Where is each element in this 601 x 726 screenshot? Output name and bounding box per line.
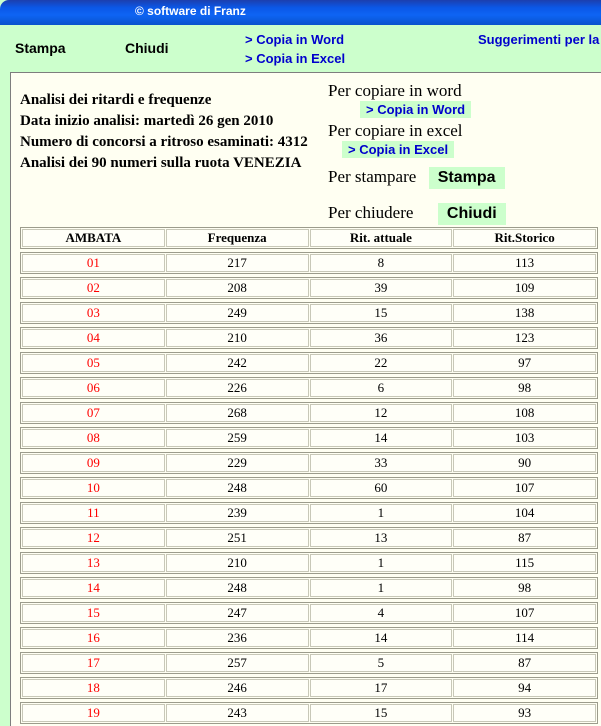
- close-row: [328, 203, 598, 225]
- value-cell: 107: [453, 604, 596, 622]
- value-cell: 114: [453, 629, 596, 647]
- value-cell: 210: [166, 554, 309, 572]
- value-cell: 257: [166, 654, 309, 672]
- value-cell: 103: [453, 429, 596, 447]
- table-row: [20, 427, 598, 449]
- value-cell: 217: [166, 254, 309, 272]
- header-ambata: AMBATA: [22, 229, 165, 247]
- value-cell: 107: [453, 479, 596, 497]
- value-cell: 12: [310, 404, 453, 422]
- value-cell: 1: [310, 554, 453, 572]
- ambata-cell: 01: [22, 254, 165, 272]
- value-cell: 60: [310, 479, 453, 497]
- value-cell: 98: [453, 579, 596, 597]
- value-cell: 8: [310, 254, 453, 272]
- ambata-cell: 14: [22, 579, 165, 597]
- value-cell: 226: [166, 379, 309, 397]
- value-cell: 115: [453, 554, 596, 572]
- value-cell: 33: [310, 454, 453, 472]
- print-button[interactable]: Stampa: [15, 40, 66, 56]
- copy-links: [245, 30, 345, 68]
- table-row: [20, 627, 598, 649]
- value-cell: 246: [166, 679, 309, 697]
- value-cell: 22: [310, 354, 453, 372]
- table-row: [20, 527, 598, 549]
- value-cell: 248: [166, 579, 309, 597]
- ambata-table: [20, 227, 598, 726]
- copy-word-link[interactable]: > Copia in Word: [245, 32, 345, 47]
- value-cell: 242: [166, 354, 309, 372]
- value-cell: 113: [453, 254, 596, 272]
- close-action-button[interactable]: Chiudi: [438, 203, 506, 225]
- value-cell: 248: [166, 479, 309, 497]
- print-row: [328, 167, 598, 189]
- ambata-cell: 12: [22, 529, 165, 547]
- value-cell: 239: [166, 504, 309, 522]
- table-row: [20, 477, 598, 499]
- value-cell: 98: [453, 379, 596, 397]
- value-cell: 5: [310, 654, 453, 672]
- print-label: Per stampare: [328, 167, 417, 187]
- value-cell: 210: [166, 329, 309, 347]
- analysis-info: [20, 90, 308, 174]
- toolbar: [0, 25, 601, 72]
- ambata-cell: 16: [22, 629, 165, 647]
- table-row: [20, 602, 598, 624]
- table-row: [20, 577, 598, 599]
- value-cell: 15: [310, 704, 453, 722]
- value-cell: 87: [453, 529, 596, 547]
- value-cell: 243: [166, 704, 309, 722]
- value-cell: 104: [453, 504, 596, 522]
- analysis-wheel: Analisi dei 90 numeri sulla ruota VENEZIA: [20, 155, 302, 171]
- analysis-start-date: Data inizio analisi: martedì 26 gen 2010: [20, 113, 274, 129]
- value-cell: 90: [453, 454, 596, 472]
- ambata-cell: 05: [22, 354, 165, 372]
- table-row: [20, 252, 598, 274]
- ambata-table-rows: [20, 252, 598, 724]
- value-cell: 93: [453, 704, 596, 722]
- ambata-cell: 08: [22, 429, 165, 447]
- value-cell: 15: [310, 304, 453, 322]
- analysis-title: Analisi dei ritardi e frequenze: [20, 92, 212, 108]
- table-row: [20, 327, 598, 349]
- ambata-cell: 07: [22, 404, 165, 422]
- value-cell: 87: [453, 654, 596, 672]
- copy-word-action-link[interactable]: > Copia in Word: [360, 101, 471, 118]
- suggestions-link[interactable]: Suggerimenti per la: [478, 32, 600, 47]
- table-row: [20, 277, 598, 299]
- table-header-row: [20, 227, 598, 249]
- value-cell: 229: [166, 454, 309, 472]
- header-frequenza: Frequenza: [166, 229, 309, 247]
- copy-excel-action-link[interactable]: > Copia in Excel: [342, 141, 454, 158]
- value-cell: 14: [310, 429, 453, 447]
- table-row: [20, 302, 598, 324]
- header-rit-storico: Rit.Storico: [453, 229, 596, 247]
- value-cell: 123: [453, 329, 596, 347]
- value-cell: 1: [310, 579, 453, 597]
- value-cell: 259: [166, 429, 309, 447]
- value-cell: 249: [166, 304, 309, 322]
- value-cell: 36: [310, 329, 453, 347]
- ambata-cell: 06: [22, 379, 165, 397]
- value-cell: 109: [453, 279, 596, 297]
- value-cell: 247: [166, 604, 309, 622]
- app-title: © software di Franz: [135, 4, 246, 18]
- value-cell: 97: [453, 354, 596, 372]
- ambata-cell: 18: [22, 679, 165, 697]
- ambata-cell: 02: [22, 279, 165, 297]
- actions-panel: [328, 81, 598, 225]
- table-row: [20, 677, 598, 699]
- value-cell: 251: [166, 529, 309, 547]
- value-cell: 94: [453, 679, 596, 697]
- value-cell: 1: [310, 504, 453, 522]
- value-cell: 236: [166, 629, 309, 647]
- ambata-cell: 04: [22, 329, 165, 347]
- ambata-cell: 03: [22, 304, 165, 322]
- table-row: [20, 352, 598, 374]
- copy-excel-link[interactable]: > Copia in Excel: [245, 51, 346, 66]
- value-cell: 13: [310, 529, 453, 547]
- value-cell: 138: [453, 304, 596, 322]
- ambata-cell: 11: [22, 504, 165, 522]
- table-row: [20, 377, 598, 399]
- content-frame: [10, 72, 601, 726]
- table-row: [20, 452, 598, 474]
- table-row: [20, 502, 598, 524]
- copy-word-label: Per copiare in word: [328, 81, 462, 100]
- value-cell: 268: [166, 404, 309, 422]
- ambata-cell: 15: [22, 604, 165, 622]
- ambata-cell: 17: [22, 654, 165, 672]
- value-cell: 39: [310, 279, 453, 297]
- window-titlebar: [0, 0, 601, 25]
- value-cell: 108: [453, 404, 596, 422]
- ambata-cell: 09: [22, 454, 165, 472]
- ambata-cell: 19: [22, 704, 165, 722]
- header-rit-attuale: Rit. attuale: [310, 229, 453, 247]
- close-button[interactable]: Chiudi: [125, 40, 169, 56]
- ambata-cell: 13: [22, 554, 165, 572]
- print-action-button[interactable]: Stampa: [429, 167, 505, 189]
- close-label: Per chiudere: [328, 203, 414, 223]
- value-cell: 17: [310, 679, 453, 697]
- ambata-cell: 10: [22, 479, 165, 497]
- table-row: [20, 552, 598, 574]
- value-cell: 6: [310, 379, 453, 397]
- value-cell: 14: [310, 629, 453, 647]
- analysis-draws-count: Numero di concorsi a ritroso esaminati: 4312: [20, 134, 308, 150]
- table-row: [20, 702, 598, 724]
- copy-excel-label: Per copiare in excel: [328, 121, 463, 140]
- table-row: [20, 402, 598, 424]
- table-row: [20, 652, 598, 674]
- value-cell: 4: [310, 604, 453, 622]
- value-cell: 208: [166, 279, 309, 297]
